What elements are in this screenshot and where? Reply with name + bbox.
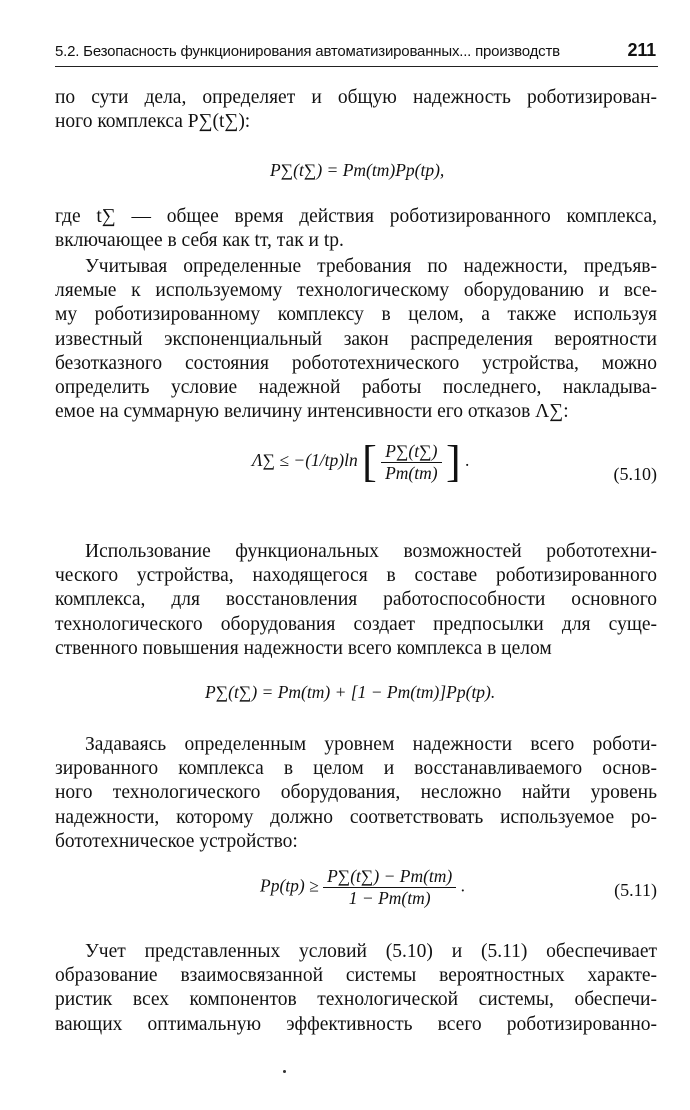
left-bracket: [ (362, 437, 377, 486)
text-line: технологического оборудования создает предпосылки для суще- (55, 613, 657, 635)
equation-tail: . (465, 450, 470, 471)
equation-label-5-10: (5.10) (613, 464, 657, 484)
text-line: ственного повышения надежности всего комплекса в целом (55, 637, 552, 659)
equation-tail: . (460, 875, 466, 896)
equation-sum: P∑(t∑) = Pт(tт) + [1 − Pт(tт)]Pр(tр). (205, 682, 496, 702)
text-line: образование взаимосвязанной системы вероятностных характе- (55, 965, 657, 987)
text-line: Использование функциональных возможностей робототехни- (85, 541, 657, 562)
text-line: известный экспоненциальный закон распределения вероятности (55, 328, 657, 350)
right-bracket: ] (445, 437, 461, 486)
paragraph-5 (55, 733, 657, 854)
fraction (323, 866, 456, 909)
paragraph-2 (55, 205, 657, 253)
paragraph-1 (55, 86, 657, 134)
running-header (55, 40, 658, 67)
text-line: Учитывая определенные требования по надежности, предъяв- (85, 256, 657, 277)
equation-5-10 (252, 437, 470, 486)
text-line: зированного комплекса в целом и восстанавливаемого основ- (55, 758, 657, 780)
fraction-denominator: 1 − Pт(tт) (348, 888, 431, 908)
equation-lhs: Pр(tр) ≥ (260, 875, 319, 896)
fraction-denominator: Pт(tт) (385, 462, 438, 483)
text-line: определить условие надежной работы последнего, накладыва- (55, 377, 657, 399)
text-line: вающих оптимальную эффективность всего роботизированно- (55, 1013, 657, 1035)
paragraph-3 (55, 255, 657, 424)
text-line: включающее в себя как tт, так и tр. (55, 230, 344, 252)
fraction-numerator: P∑(t∑) (381, 441, 441, 463)
scan-speck (283, 1070, 286, 1073)
text-line: комплекса, для восстановления работоспособности основного (55, 589, 657, 611)
text-line: ристик всех компонентов технологической системы, обеспечи- (55, 989, 657, 1011)
text-line: ческого устройства, находящегося в составе роботизированного (55, 565, 657, 587)
text-line: ного технологического оборудования, несложно найти уровень (55, 782, 657, 804)
fraction (381, 441, 441, 484)
text-line: безотказного состояния робототехнического устройства, можно (55, 352, 657, 374)
text-line: му роботизированному комплексу в целом, а также используя (55, 304, 657, 326)
text-line: где t∑ — общее время действия роботизированного комплекса, (55, 206, 657, 227)
text-line: надежности, которому должно соответствовать используемое ро- (55, 806, 657, 828)
equation-5-11 (260, 866, 465, 909)
fraction-numerator: P∑(t∑) − Pт(tт) (323, 866, 456, 888)
running-title: 5.2. Безопасность функционирования автоматизированных... производств (55, 43, 560, 60)
paragraph-4 (55, 540, 657, 661)
text-line: бототехническое устройство: (55, 830, 298, 852)
equation-label-5-11: (5.11) (614, 880, 657, 900)
equation-lhs: Λ∑ ≤ −(1/tр)ln (252, 450, 358, 471)
equation-product: P∑(t∑) = Pт(tт)Pр(tр), (270, 160, 445, 180)
text-line: ного комплекса P∑(t∑): (55, 111, 251, 133)
text-line: Учет представленных условий (5.10) и (5.11) обеспечивает (85, 941, 657, 962)
text-line: по сути дела, определяет и общую надежность роботизирован- (55, 87, 657, 108)
page-number: 211 (627, 40, 656, 60)
text-line: ляемые к используемому технологическому оборудованию и все- (55, 280, 657, 302)
text-line: Задаваясь определенным уровнем надежности всего роботи- (85, 734, 657, 755)
paragraph-6 (55, 940, 657, 1037)
text-line: емое на суммарную величину интенсивности его отказов Λ∑: (55, 401, 569, 423)
